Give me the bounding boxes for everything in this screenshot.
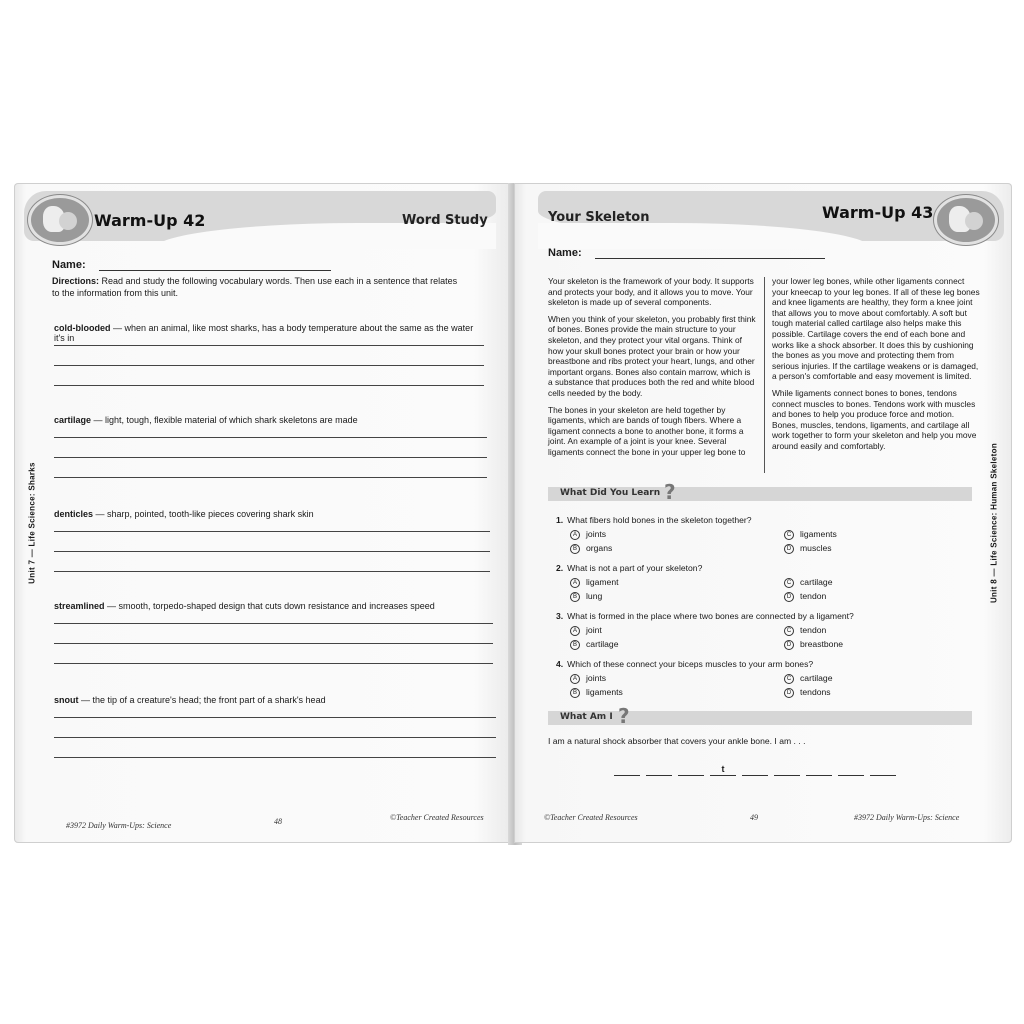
question-number: 1. xyxy=(556,515,564,525)
letter-blank[interactable] xyxy=(806,763,832,776)
quiz-question xyxy=(556,659,813,669)
vocab-definition: — smooth, torpedo-shaped design that cuts down resistance and increases speed xyxy=(104,601,435,611)
option-bubble-icon[interactable]: C xyxy=(784,626,794,636)
name-field[interactable] xyxy=(52,259,331,271)
answer-option[interactable] xyxy=(570,625,602,636)
option-bubble-icon[interactable]: A xyxy=(570,578,580,588)
letter-blank[interactable] xyxy=(838,763,864,776)
vocab-entry xyxy=(54,509,484,519)
riddle-answer-blanks[interactable] xyxy=(614,763,896,776)
name-line[interactable] xyxy=(595,248,825,259)
vocab-definition: — the tip of a creature's head; the front part of a shark's head xyxy=(78,695,326,705)
footer-publisher: ©Teacher Created Resources xyxy=(544,813,638,822)
question-number: 4. xyxy=(556,659,564,669)
writing-line[interactable] xyxy=(54,737,496,738)
paragraph: When you think of your skeleton, you probably first think of bones. Bones provide the main structure to your skeleton, and they protect your vital organs. Think of how your skull bones protect your brain or how your breastbone and ribs protect your heart, lungs, and other important organs. Bones also contain marrow, which is a substance that produces both the red and white blood cells needed by the body. xyxy=(548,313,756,398)
vocab-term: cartilage xyxy=(54,415,92,425)
quiz-question xyxy=(556,563,702,573)
option-bubble-icon[interactable]: A xyxy=(570,626,580,636)
page-number: 49 xyxy=(750,813,758,822)
option-text: joint xyxy=(586,625,602,635)
option-text: joints xyxy=(586,529,607,539)
writing-line[interactable] xyxy=(54,477,487,478)
option-text: breastbone xyxy=(800,639,844,649)
option-bubble-icon[interactable]: C xyxy=(784,578,794,588)
warmup-illustration-icon xyxy=(934,195,998,245)
answer-option[interactable] xyxy=(784,625,826,636)
question-text: Which of these connect your biceps muscles to your arm bones? xyxy=(567,659,814,669)
warmup-illustration-icon xyxy=(28,195,92,245)
option-text: lung xyxy=(586,591,603,601)
topic-title: Word Study xyxy=(402,213,488,228)
warmup-title: Warm-Up 43 xyxy=(822,203,934,222)
question-text: What fibers hold bones in the skeleton together? xyxy=(567,515,752,525)
answer-option[interactable] xyxy=(784,577,832,588)
letter-blank[interactable] xyxy=(614,763,640,776)
answer-option[interactable] xyxy=(784,591,826,602)
topic-title: Your Skeleton xyxy=(548,210,650,225)
option-bubble-icon[interactable]: D xyxy=(784,592,794,602)
letter-blank[interactable] xyxy=(774,763,800,776)
writing-line[interactable] xyxy=(54,551,490,552)
vocab-entry xyxy=(54,323,484,343)
letter-blank[interactable] xyxy=(678,763,704,776)
reading-column-1 xyxy=(548,276,756,464)
option-text: organs xyxy=(586,543,613,553)
name-field[interactable] xyxy=(548,247,825,259)
option-bubble-icon[interactable]: C xyxy=(784,674,794,684)
option-bubble-icon[interactable]: B xyxy=(570,640,580,650)
letter-blank[interactable] xyxy=(646,763,672,776)
letter-blank[interactable] xyxy=(870,763,896,776)
writing-line[interactable] xyxy=(54,717,496,718)
answer-option[interactable] xyxy=(570,591,602,602)
vocab-entry xyxy=(54,601,484,611)
answer-option[interactable] xyxy=(570,687,623,698)
answer-option[interactable] xyxy=(784,639,843,650)
warmup-title: Warm-Up 42 xyxy=(94,211,206,230)
directions-label: Directions: xyxy=(52,276,100,286)
open-workbook xyxy=(14,183,1012,845)
quiz-question xyxy=(556,515,752,525)
option-text: joints xyxy=(586,673,607,683)
answer-option[interactable] xyxy=(784,529,837,540)
option-text: ligament xyxy=(586,577,619,587)
answer-option[interactable] xyxy=(570,577,618,588)
paragraph: your lower leg bones, while other ligaments connect your kneecap to your leg bones. If all of these leg bones and knee ligaments are healthy, they form a knee joint that allows you to move about comfortably. A soft but tough material called cartilage also helps make this possible. Cartilage covers the end of each bone and works like a shock absorber. It does this by cushioning the bones as you move and protecting them from serious injuries. If the cartilage weakens or is damaged, a person's comfortable and easy movement is limited. xyxy=(772,276,980,382)
footer-publisher: ©Teacher Created Resources xyxy=(390,813,484,822)
left-page xyxy=(14,183,514,843)
option-text: ligaments xyxy=(586,687,623,697)
option-bubble-icon[interactable]: B xyxy=(570,592,580,602)
option-text: cartilage xyxy=(800,577,833,587)
option-bubble-icon[interactable]: C xyxy=(784,530,794,540)
unit-side-tab: Unit 7 — Life Science: Sharks xyxy=(27,462,37,584)
option-text: ligaments xyxy=(800,529,837,539)
writing-line[interactable] xyxy=(54,385,484,386)
answer-option[interactable] xyxy=(570,543,612,554)
answer-option[interactable] xyxy=(570,529,606,540)
paragraph: The bones in your skeleton are held together by ligaments, which are bands of tough fibers. Where a ligament connects a bone to another bone, it forms a joint. An example of a joint is your knee. Several ligaments connect the bone in your upper leg bone to xyxy=(548,404,746,457)
option-text: muscles xyxy=(800,543,832,553)
quiz-question xyxy=(556,611,854,621)
unit-side-tab: Unit 8 — Life Science: Human Skeleton xyxy=(989,442,999,604)
section-header-what-did-you-learn: What Did You Learn ? xyxy=(548,487,972,501)
writing-line[interactable] xyxy=(54,663,493,664)
column-divider xyxy=(764,277,765,473)
footer-book-title: #3972 Daily Warm-Ups: Science xyxy=(854,813,960,822)
letter-blank[interactable] xyxy=(742,763,768,776)
paragraph: Your skeleton is the framework of your body. It supports and protects your body, and it allows you to move. Your skeleton is made up of several components. xyxy=(548,276,754,308)
vocab-entry xyxy=(54,415,484,425)
writing-line[interactable] xyxy=(54,571,490,572)
writing-line[interactable] xyxy=(54,365,484,366)
writing-line[interactable] xyxy=(54,643,493,644)
question-mark-icon: ? xyxy=(618,704,630,728)
name-label: Name: xyxy=(548,247,582,259)
reading-column-2 xyxy=(772,276,982,458)
right-page xyxy=(514,183,1012,843)
letter-blank[interactable]: t xyxy=(710,763,736,776)
option-text: cartilage xyxy=(586,639,619,649)
name-line[interactable] xyxy=(99,260,331,271)
vocab-term: snout xyxy=(54,695,79,705)
answer-option[interactable] xyxy=(570,639,618,650)
name-label: Name: xyxy=(52,259,86,271)
writing-line[interactable] xyxy=(54,531,490,532)
directions xyxy=(52,275,462,299)
option-bubble-icon[interactable]: D xyxy=(784,640,794,650)
option-bubble-icon[interactable]: A xyxy=(570,530,580,540)
vocab-definition: — when an animal, like most sharks, has a body temperature about the same as the water it's in xyxy=(54,323,474,343)
answer-option[interactable] xyxy=(784,687,831,698)
writing-line[interactable] xyxy=(54,457,487,458)
vocab-term: denticles xyxy=(54,509,94,519)
answer-option[interactable] xyxy=(784,543,832,554)
writing-line[interactable] xyxy=(54,437,487,438)
question-number: 2. xyxy=(556,563,564,573)
option-text: cartilage xyxy=(800,673,833,683)
question-mark-icon: ? xyxy=(664,480,676,504)
vocab-term: streamlined xyxy=(54,601,105,611)
writing-line[interactable] xyxy=(54,623,493,624)
paragraph: While ligaments connect bones to bones, tendons connect muscles to bones. Tendons work with muscles and bones to help you produce force and motion. Bones, muscles, tendons, ligaments, and cartilage all work together to form your skeleton and help you move around easily and comfortably. xyxy=(772,387,977,451)
answer-option[interactable] xyxy=(570,673,606,684)
section-header-what-am-i: What Am I ? xyxy=(548,711,972,725)
vocab-definition: — sharp, pointed, tooth-like pieces covering shark skin xyxy=(93,509,314,519)
option-bubble-icon[interactable]: D xyxy=(784,688,794,698)
vocab-term: cold-blooded xyxy=(54,323,111,333)
footer-book-title: #3972 Daily Warm-Ups: Science xyxy=(66,821,172,830)
page-number: 48 xyxy=(274,817,282,826)
option-text: tendons xyxy=(800,687,831,697)
option-bubble-icon[interactable]: B xyxy=(570,688,580,698)
writing-line[interactable] xyxy=(54,757,496,758)
option-text: tendon xyxy=(800,591,827,601)
answer-option[interactable] xyxy=(784,673,832,684)
vocab-entry xyxy=(54,695,484,705)
directions-text: Read and study the following vocabulary words. Then use each in a sentence that relates to the information from this unit. xyxy=(52,276,458,298)
vocab-definition: — light, tough, flexible material of which shark skeletons are made xyxy=(91,415,358,425)
option-bubble-icon[interactable]: B xyxy=(570,544,580,554)
question-text: What is not a part of your skeleton? xyxy=(567,563,703,573)
option-bubble-icon[interactable]: A xyxy=(570,674,580,684)
question-number: 3. xyxy=(556,611,564,621)
option-text: tendon xyxy=(800,625,827,635)
writing-line[interactable] xyxy=(54,345,484,346)
option-bubble-icon[interactable]: D xyxy=(784,544,794,554)
question-text: What is formed in the place where two bones are connected by a ligament? xyxy=(567,611,854,621)
riddle-text: I am a natural shock absorber that covers your ankle bone. I am . . . xyxy=(548,736,806,746)
